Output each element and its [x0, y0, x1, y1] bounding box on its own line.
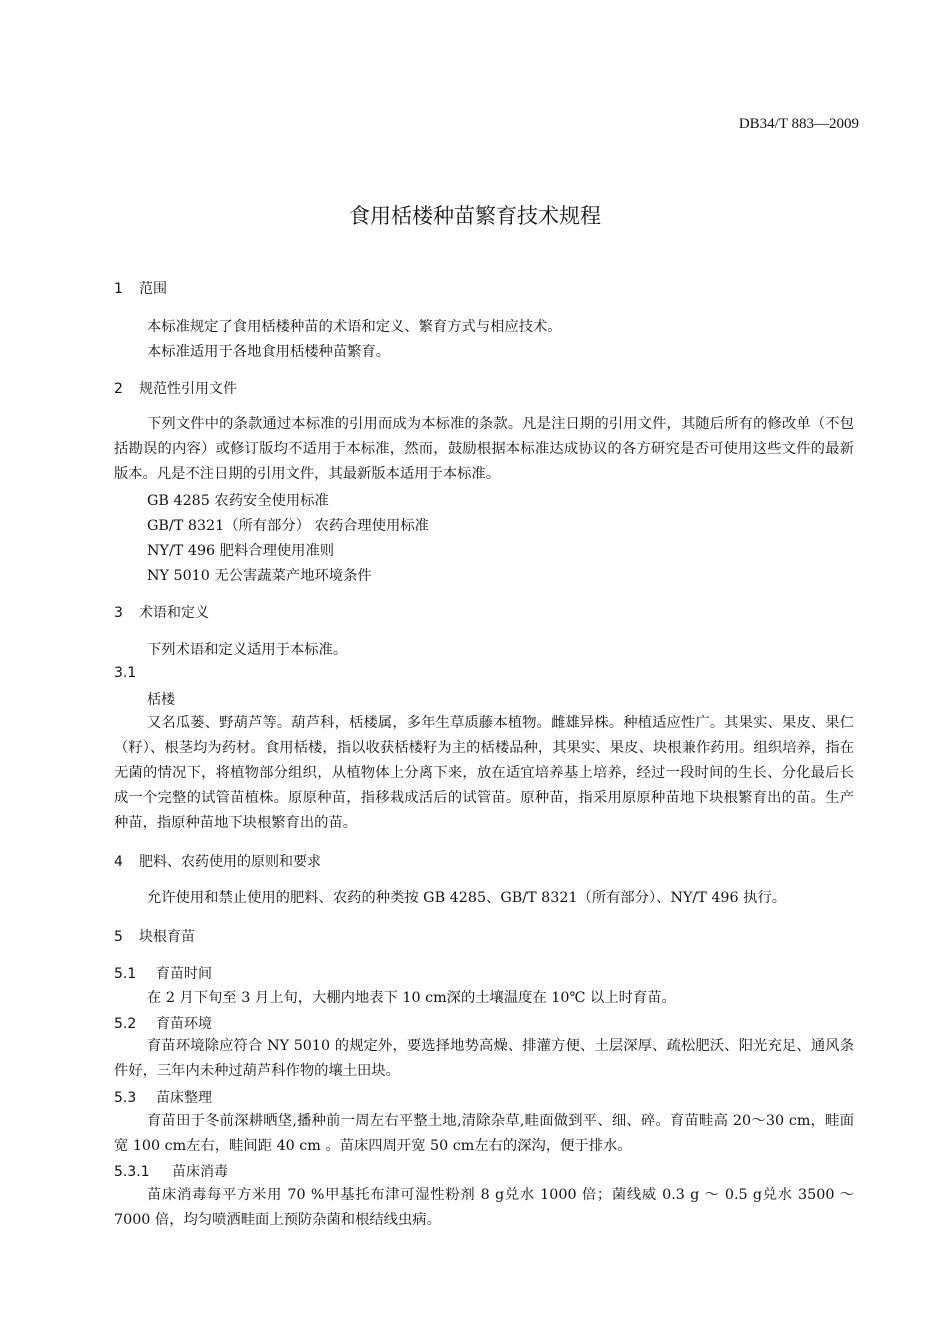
section-title: 规范性引用文件: [139, 381, 237, 397]
subsection-title: 苗床消毒: [172, 1164, 228, 1180]
page-title: 食用栝楼种苗繁育技术规程: [349, 204, 601, 228]
subsection-number: 5.3: [114, 1090, 137, 1106]
reference-item: NY/T 496 肥料合理使用准则: [147, 543, 335, 559]
section-title: 块根育苗: [139, 929, 195, 945]
subsection-5-3-heading: [114, 1087, 212, 1107]
section-number: 3: [114, 605, 123, 621]
paragraph: 允许使用和禁止使用的肥料、农药的种类按 GB 4285、GB/T 8321（所有部分）、NY/T 496 执行。: [147, 890, 787, 906]
term-definition: 又名瓜蒌、野葫芦等。葫芦科，栝楼属，多年生草质藤本植物。雌雄异株。种植适应性广。其果实、果皮、果仁（籽）、根茎均为药材。食用栝楼，指以收获栝楼籽为主的栝楼品种，其果实、果皮、块根兼作药用。组织培养，指在无菌的情况下，将植物部分组织，从植物体上分离下来，放在适宜培养基上培养，经过一段时间的生长、分化最后长成一个完整的试管苗植株。原原种苗，指移栽成活后的试管苗。原种苗，指采用原原种苗地下块根繁育出的苗。生产种苗，指原种苗地下块根繁育出的苗。: [114, 715, 854, 831]
subsection-number: 3.1: [114, 665, 137, 681]
section-2-heading: [114, 378, 237, 398]
section-3-heading: [114, 602, 209, 622]
paragraph-block: [114, 1109, 854, 1159]
section-title: 术语和定义: [139, 605, 209, 621]
section-5-heading: [114, 926, 195, 946]
subsection-number: 5.2: [114, 1016, 137, 1032]
reference-item: NY 5010 无公害蔬菜产地环境条件: [147, 568, 372, 584]
subsection-title: 育苗环境: [156, 1016, 212, 1032]
section-number: 2: [114, 381, 123, 397]
term-name: 栝楼: [147, 692, 175, 708]
section-1-heading: [114, 278, 167, 298]
paragraph-block: [114, 412, 854, 487]
section-title: 范围: [139, 281, 167, 297]
section-number: 1: [114, 281, 123, 297]
paragraph: 下列文件中的条款通过本标准的引用而成为本标准的条款。凡是注日期的引用文件，其随后所有的修改单（不包括勘误的内容）或修订版均不适用于本标准，然而，鼓励根据本标准达成协议的各方研究是否可使用这些文件的最新版本。凡是不注日期的引用文件，其最新版本适用于本标准。: [114, 416, 854, 482]
paragraph: 育苗环境除应符合 NY 5010 的规定外，要选择地势高燥、排灌方便、土层深厚、疏松肥沃、阳光充足、通风条件好，三年内未种过葫芦科作物的壤土田块。: [114, 1038, 854, 1079]
section-title: 肥料、农药使用的原则和要求: [139, 854, 321, 870]
paragraph-block: [114, 1034, 854, 1084]
subsection-title: 苗床整理: [156, 1090, 212, 1106]
subsection-number: 5.3.1: [114, 1164, 150, 1180]
paragraph: 苗床消毒每平方米用 70 %甲基托布津可湿性粉剂 8 g兑水 1000 倍；菌线威 0.3 g ～ 0.5 g兑水 3500 ～ 7000 倍，均匀喷洒畦面上预防杂菌和根结线虫病。: [114, 1187, 854, 1228]
document-number: DB34/T 883—2009: [738, 116, 859, 132]
reference-item: GB/T 8321（所有部分） 农药合理使用标准: [147, 518, 429, 534]
paragraph-block: [114, 1183, 854, 1233]
reference-item: GB 4285 农药安全使用标准: [147, 493, 329, 509]
subsection-5-3-1-heading: [114, 1161, 228, 1181]
subsection-number: 5.1: [114, 966, 137, 982]
paragraph-block: [114, 711, 854, 836]
section-number: 5: [114, 929, 123, 945]
paragraph: 育苗田于冬前深耕晒垡,播种前一周左右平整土地,清除杂草,畦面做到平、细、碎。育苗畦高 20～30 cm，畦面宽 100 cm左右，畦间距 40 cm 。苗床四周开宽 50 cm左右的深沟，便于排水。: [114, 1113, 854, 1154]
subsection-5-2-heading: [114, 1013, 212, 1033]
paragraph: 本标准适用于各地食用栝楼种苗繁育。: [147, 344, 391, 360]
subsection-5-1-heading: [114, 963, 212, 983]
paragraph: 在 2 月下旬至 3 月上旬，大棚内地表下 10 cm深的土壤温度在 10℃ 以上时育苗。: [147, 990, 676, 1006]
section-4-heading: [114, 851, 321, 871]
paragraph: 本标准规定了食用栝楼种苗的术语和定义、繁育方式与相应技术。: [147, 319, 562, 335]
paragraph: 下列术语和定义适用于本标准。: [147, 642, 348, 658]
section-number: 4: [114, 854, 123, 870]
subsection-title: 育苗时间: [156, 966, 212, 982]
